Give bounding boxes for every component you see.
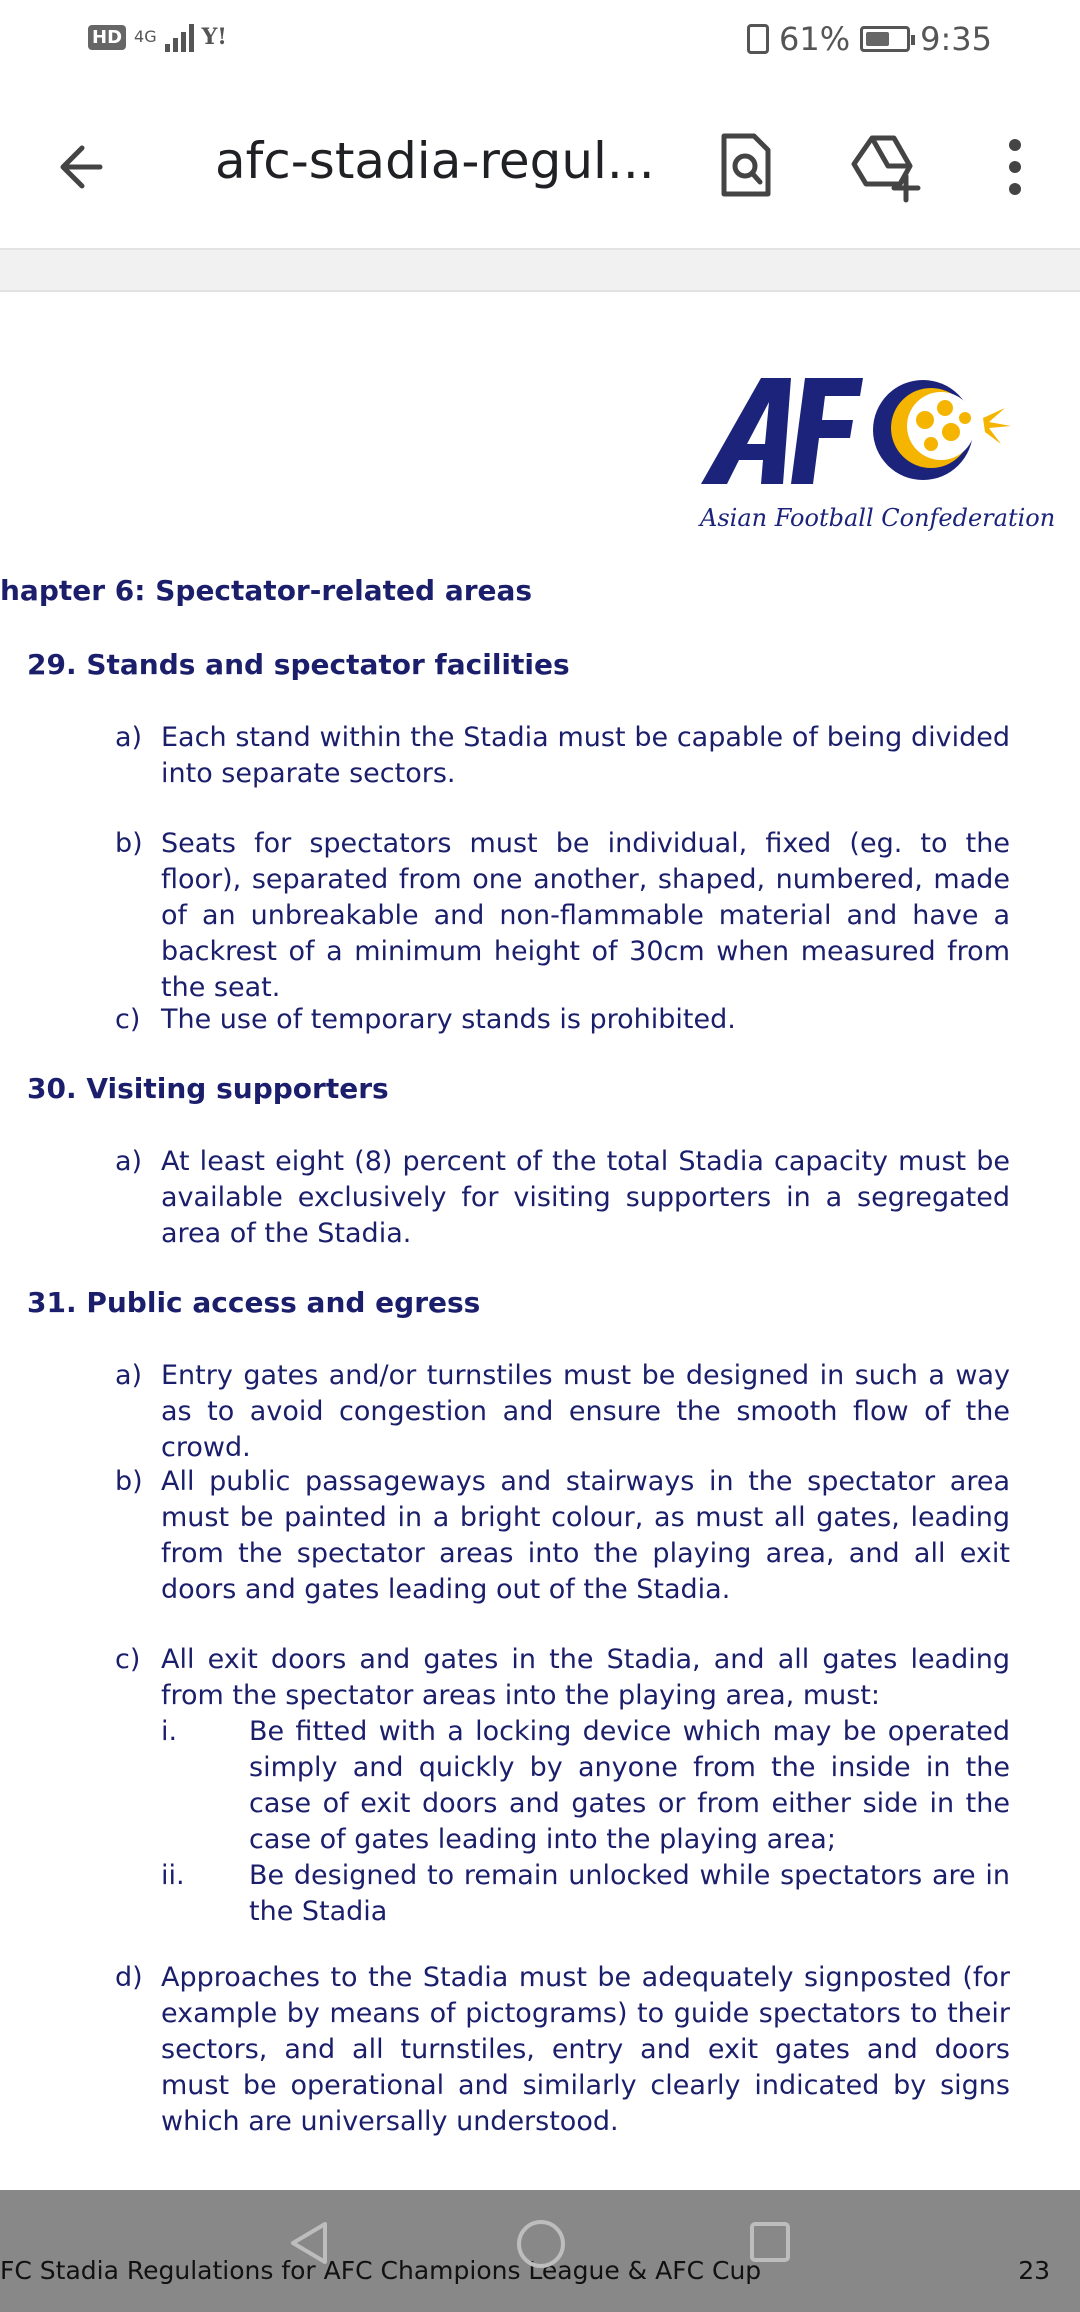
item-label: b) <box>115 828 143 859</box>
vibrate-icon <box>747 24 769 54</box>
section-heading: 29. Stands and spectator facilities <box>27 648 570 681</box>
item-text: Entry gates and/or turnstiles must be designed in such a way as to avoid congestion and ensure the smooth flow of the crowd. <box>161 1360 1010 1463</box>
item-label: c) <box>115 1644 141 1675</box>
battery-icon <box>860 26 910 52</box>
battery-percent: 61% <box>779 20 851 58</box>
nav-back-button[interactable] <box>285 2218 335 2268</box>
sub-list-item <box>161 1714 1010 1858</box>
item-text: Seats for spectators must be individual, fixed (eg. to the floor), separated from one another, shaped, numbered, made of an unbreakable and non-flammable material and have a backrest of a minimum height of 30cm when measured from the seat. <box>161 828 1010 1003</box>
arrow-back-icon <box>50 132 120 202</box>
list-item <box>115 826 1010 1006</box>
find-in-document-button[interactable] <box>710 130 780 200</box>
nav-recents-button[interactable] <box>748 2220 792 2264</box>
status-bar <box>0 0 1080 80</box>
document-title: afc-stadia-regul... <box>215 132 655 190</box>
nav-recents-icon <box>748 2220 792 2264</box>
list-item <box>115 1144 1010 1252</box>
back-button[interactable] <box>50 132 120 202</box>
network-type: 4G <box>134 27 157 46</box>
status-left <box>88 22 227 52</box>
sub-item-text: Be designed to remain unlocked while spectators are in the Stadia <box>249 1860 1010 1927</box>
item-text: At least eight (8) percent of the total Stadia capacity must be available exclusively for visiting supporters in a segregated area of the Stadia. <box>161 1146 1010 1249</box>
item-label: b) <box>115 1466 143 1497</box>
page-footer: FC Stadia Regulations for AFC Champions League & AFC Cup <box>0 2256 762 2285</box>
app-bar <box>0 80 1080 248</box>
clock: 9:35 <box>920 20 992 58</box>
item-label: a) <box>115 1360 143 1391</box>
item-text: The use of temporary stands is prohibited. <box>161 1004 736 1035</box>
afc-logo-mark-icon <box>695 372 1015 502</box>
nav-home-icon <box>515 2218 567 2270</box>
sub-list-item <box>161 1858 1010 1930</box>
page-number: 23 <box>1018 2256 1050 2285</box>
list-item <box>115 1960 1010 2140</box>
sub-item-label: ii. <box>161 1860 185 1891</box>
carrier-label: Y! <box>201 24 227 50</box>
item-label: d) <box>115 1962 143 1993</box>
find-in-page-icon <box>710 130 780 200</box>
item-text: All public passageways and stairways in the spectator area must be painted in a bright colour, as must all gates, leading from the spectator areas into the playing area, and all exit doors and gates leading out of the Stadia. <box>161 1466 1010 1605</box>
nav-back-icon <box>285 2218 335 2268</box>
section-heading: 31. Public access and egress <box>27 1286 481 1319</box>
more-vert-icon <box>990 132 1040 202</box>
section-heading: 30. Visiting supporters <box>27 1072 389 1105</box>
pdf-page[interactable] <box>0 292 1080 2190</box>
navigation-bar <box>0 2190 1080 2312</box>
item-label: a) <box>115 722 143 753</box>
hd-voice-icon: HD <box>88 25 126 50</box>
battery-fill <box>866 32 889 46</box>
sub-item-text: Be fitted with a locking device which may be operated simply and quickly by anyone from the inside in the case of exit doors and gates or from either side in the case of gates leading into the playing area; <box>249 1716 1010 1855</box>
list-item <box>115 1642 1010 1930</box>
chapter-heading: hapter 6: Spectator-related areas <box>0 574 533 607</box>
sub-item-label: i. <box>161 1716 178 1747</box>
list-item <box>115 1358 1010 1466</box>
add-to-drive-button[interactable] <box>848 128 924 204</box>
item-label: c) <box>115 1004 141 1035</box>
signal-strength-icon <box>165 22 194 52</box>
item-text: All exit doors and gates in the Stadia, and all gates leading from the spectator areas into the playing area, must: <box>161 1644 1010 1711</box>
nav-home-button[interactable] <box>515 2218 567 2270</box>
list-item <box>115 1464 1010 1608</box>
list-item <box>115 720 1010 792</box>
item-text: Each stand within the Stadia must be capable of being divided into separate sectors. <box>161 722 1010 789</box>
toolbar-divider <box>0 248 1080 292</box>
more-options-button[interactable] <box>990 132 1040 202</box>
item-text: Approaches to the Stadia must be adequately signposted (for example by means of pictograms) to guide spectators to their sectors, and all turnstiles, entry and exit gates and doors must be operational and similarly clearly indicated by signs which are universally understood. <box>161 1962 1010 2137</box>
list-item <box>115 1002 1010 1038</box>
item-label: a) <box>115 1146 143 1177</box>
add-to-drive-icon <box>848 128 924 204</box>
status-right <box>747 20 992 58</box>
logo-subtitle: Asian Football Confederation <box>700 504 1056 532</box>
